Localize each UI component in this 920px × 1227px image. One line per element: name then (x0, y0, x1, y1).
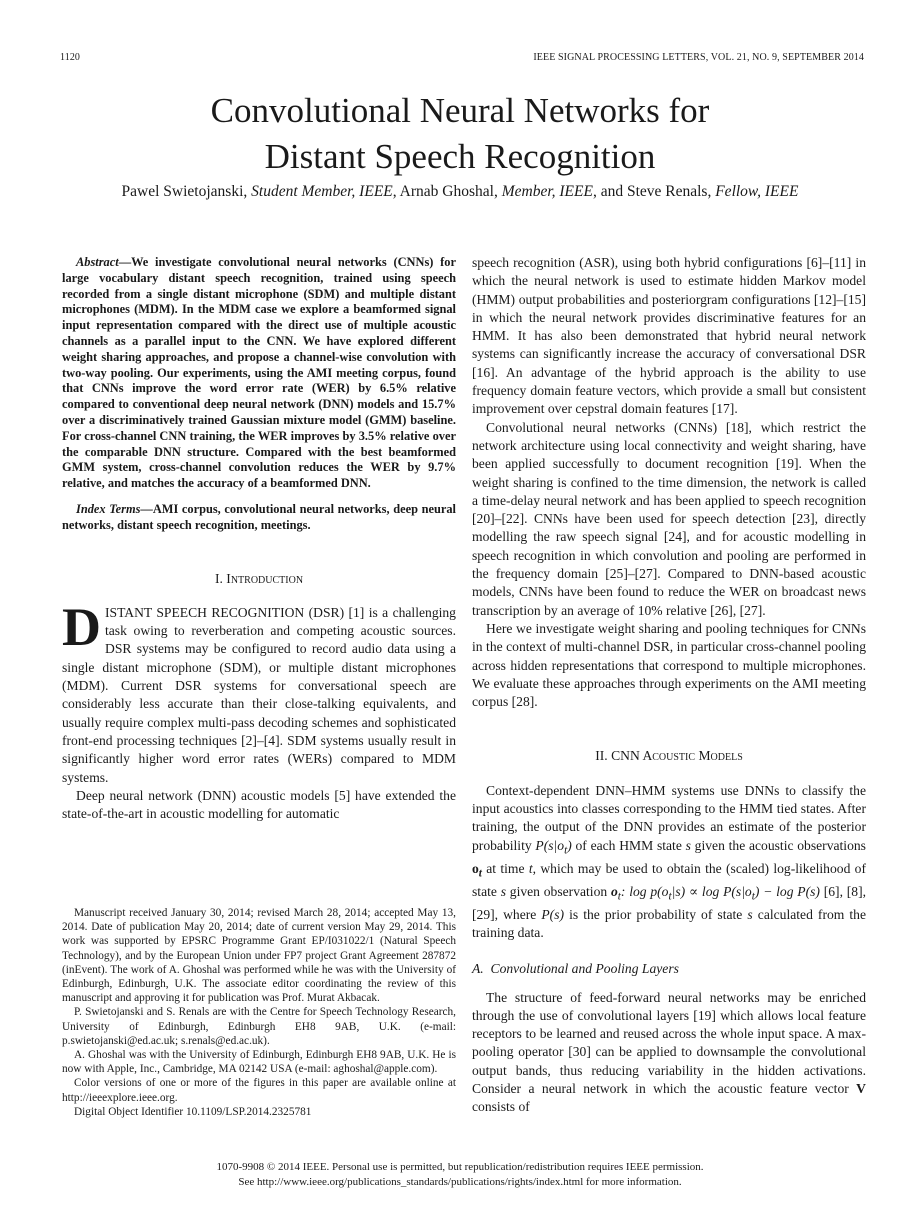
copyright-line-2: See http://www.ieee.org/publications_standards/publications/rights/index.html for more information. (238, 1176, 682, 1188)
right-paragraph-2: Convolutional neural networks (CNNs) [18], which restrict the network architecture using local connectivity and weight sharing, have been applied successfully to document recognition [19]. When the weight sharing is confined to the time dimension, the network is called a time-delay neural network and has been applied to speech recognition [20]–[22]. CNNs have been used for speech detection [23], directly modelling the raw speech signal [24], and for acoustic modelling in speech recognition in which convolution and pooling are performed in the frequency domain [25]–[27]. Compared to DNN-based acoustic models, CNNs have been found to reduce the WER on broadcast news transcription by an average of 10% relative [26], [27]. (472, 419, 866, 618)
math-span: ) (567, 837, 572, 853)
paper-title (0, 88, 920, 180)
text-span: [6], [8], [29], where (472, 883, 866, 922)
left-column (62, 255, 456, 823)
right-column (472, 254, 866, 1117)
index-terms-label: Index Terms (76, 501, 141, 516)
right-paragraph-3: Here we investigate weight sharing and pooling techniques for CNNs in the context of multi-channel DSR, in particular cross-channel pooling across hidden representations that correspond to multiple microphones. We evaluate these approaches through experiments on the AMI meeting corpus [28]. (472, 620, 866, 710)
text-span: at time (486, 860, 525, 876)
footnote-affil-2: A. Ghoshal was with the University of Edinburgh, Edinburgh EH8 9AB, U.K. He is now with Apple, Inc., Cambridge, MA 02142 USA (e-mail: aghoshal@apple.com). (62, 1049, 456, 1076)
section-2-number: II. (595, 748, 608, 764)
author-1-name: Pawel Swietojanski (121, 183, 244, 200)
author-and: and (600, 183, 624, 200)
footnotes (62, 906, 456, 1119)
text-span: is the prior probability of state (569, 906, 743, 922)
math-span: : log p(o (620, 883, 669, 899)
author-3-name: Steve Renals (626, 183, 708, 200)
section-2-title: CNN Acoustic Models (611, 748, 743, 764)
math-posterior (535, 837, 572, 857)
footnote-color: Color versions of one or more of the figures in this paper are available online at http://ieeexplore.ieee.org. (62, 1077, 456, 1104)
intro-paragraph-1 (62, 596, 456, 787)
section-1-title: Introduction (226, 570, 304, 586)
title-line-2: Distant Speech Recognition (264, 137, 656, 176)
intro-caps: ISTANT SPEECH RECOGNITION (DSR) [1] (105, 604, 365, 620)
subsection-a-heading (472, 960, 866, 978)
page-number: 1120 (60, 52, 81, 63)
subsection-a-title: Convolutional and Pooling Layers (490, 961, 679, 977)
drop-cap: D (62, 596, 101, 657)
math-equation: $o_t$: $\log p(o_t|s) \propto \log P(s|o_t) - \log P(s)$ (610, 883, 820, 903)
author-1-role: Student Member, IEEE (251, 183, 393, 200)
author-3-role: Fellow, IEEE (715, 183, 799, 200)
text-span: The structure of feed-forward neural networks may be enriched through the use of convolutional layers [19] which allows local feature receptors to be learned and reused across the whole input space. A max-pooling operator [30] can be applied to downsample the convolutional output bands, thus reducing variability in the hidden activations. Consider a neural network in which the acoustic feature vector (472, 989, 866, 1097)
section-2-heading (472, 747, 866, 765)
abstract: Abstract—We investigate convolutional neural networks (CNNs) for large vocabulary distant speech recognition, trained using speech recorded from a single distant microphone (SDM) and multiple distant microphones (MDM). In the MDM case we explore a beamformed signal input representation compared with the direct use of multiple acoustic channels as a parallel input to the CNN. We have explored different weight sharing approaches, and propose a channel-wise convolution with two-way pooling. Our experiments, using the AMI meeting corpus, found that CNNs improve the word error rate (WER) by 6.5% relative compared to conventional deep neural network (DNN) models and 15.7% over a discriminatively trained Gaussian mixture model (GMM) baseline. For cross-channel CNN training, the WER improves by 3.5% relative over the comparable DNN structure. Compared with the best beamformed GMM system, cross-channel convolution reduces the WER by 9.7% relative, and matches the accuracy of a beamformed DNN. (62, 255, 456, 491)
index-terms: Index Terms—AMI corpus, convolutional neural networks, deep neural networks, distant speech recognition, meetings. (62, 501, 456, 532)
math-state: s (747, 906, 753, 922)
text-span: Context-dependent DNN–HMM systems use DNNs to classify the input acoustics into classes corresponding to the HMM tied states. After training, the output of the DNN provides an estimate of the posterior probability (472, 782, 866, 853)
author-2-role: Member, IEEE (501, 183, 593, 200)
footnote-doi: Digital Object Identifier 10.1109/LSP.2014.2325781 (74, 1105, 312, 1118)
author-2-name: Arnab Ghoshal (399, 183, 494, 200)
footnote-manuscript: Manuscript received January 30, 2014; revised March 28, 2014; accepted May 13, 2014. Date of publication May 20, 2014; date of current version May 29, 2014. This work was supported by EPSRC Programme Grant EP/I031022/1 (Natural Speech Technology), and by the European Union under FP7 project Grant Agreement 287872 (inEvent). The work of A. Ghoshal was performed while he was with the University of Edinburgh, Edinburgh, U.K. The associate editor coordinating the review of this manuscript and approving it for publication was Prof. Murat Akbacak. (62, 907, 456, 1005)
text-span: , which may be used to obtain the (scaled) log-likelihood of state (472, 860, 866, 899)
section-2-paragraph-1 (472, 782, 866, 943)
journal-header: IEEE SIGNAL PROCESSING LETTERS, VOL. 21, NO. 9, SEPTEMBER 2014 (533, 52, 864, 63)
copyright-notice (0, 1160, 920, 1190)
math-state: s (685, 837, 691, 853)
author-line: Pawel Swietojanski, Student Member, IEEE, Arnab Ghoshal, Member, IEEE, and Steve Renals, Fellow, IEEE (121, 183, 799, 200)
text-span: of each HMM state (575, 837, 682, 853)
right-paragraph-1: speech recognition (ASR), using both hybrid configurations [6]–[11] in which the neural network is used to estimate hidden Markov model (HMM) output probabilities and posteriorgram configurations [12]–[15] in which the neural network provides discriminative features for an HMM. It has also been demonstrated that hybrid neural network systems can significantly increase the accuracy of conversational DSR [16]. An advantage of the hybrid approach is the ability to use frequency domain feature vectors, which provide a small but consistent improvement over cepstral domain features [17]. (472, 255, 866, 417)
math-span: o (472, 860, 479, 876)
math-time: t (528, 860, 533, 876)
title-line-1: Convolutional Neural Networks for (210, 91, 710, 130)
math-span: o (610, 883, 618, 899)
abstract-label: Abstract (76, 255, 119, 269)
text-span: given the acoustic observations (694, 837, 866, 853)
subsection-a-number: A. (472, 961, 484, 977)
math-state: s (500, 883, 506, 899)
math-sub: t (564, 844, 568, 857)
math-span: |s) ∝ log P(s|o (671, 883, 752, 899)
subsection-a-paragraph (472, 989, 866, 1117)
text-span: calculated from the training data. (472, 906, 867, 940)
section-1-heading (62, 570, 456, 588)
copyright-line-1: 1070-9908 © 2014 IEEE. Personal use is permitted, but republication/redistribution requires IEEE permission. (216, 1161, 704, 1173)
footnote-affil-1: P. Swietojanski and S. Renals are with the Centre for Speech Technology Research, University of Edinburgh, Edinburgh EH8 9AB, U.K. (e-mail: p.swietojanski@ed.ac.uk; s.renals@ed.ac.uk). (62, 1006, 456, 1047)
intro-text: is a challenging task owing to reverberation and competing acoustic sources. DSR systems may be configured to record audio data using a single distant microphone (SDM), or multiple distant microphones (MDM). Current DSR systems for conversational speech are considerably less accurate than their close-talking equivalents, and usually require complex multi-pass decoding schemes and sophisticated front-end processing techniques [2]–[4]. SDM systems usually result in significantly higher word error rates (WERs) compared to MDM systems. (62, 604, 456, 785)
math-observation (472, 860, 482, 880)
math-sub: t (478, 867, 482, 880)
math-prior: P(s) (541, 906, 565, 922)
text-span: consists of (472, 1099, 530, 1115)
intro-paragraph-2: Deep neural network (DNN) acoustic models [5] have extended the state-of-the-art in acoustic modelling for automatic (62, 787, 456, 822)
abstract-text: We investigate convolutional neural networks (CNNs) for large vocabulary distant speech recognition, trained using speech recorded from a single distant microphone (SDM) and multiple distant microphones (MDM). In the MDM case we explore a beamformed signal input representation compared with the direct use of multiple acoustic channels as a parallel input to the CNN. We have explored different weight sharing approaches, and propose a channel-wise convolution with two-way pooling. Our experiments, using the AMI meeting corpus, found that CNNs improve the word error rate (WER) by 6.5% relative compared to conventional deep neural network (DNN) models and 15.7% over a discriminatively trained Gaussian mixture model (GMM) baseline. For cross-channel CNN training, the WER improves by 3.5% relative over the comparable DNN structure. Compared with the best beamformed GMM system, cross-channel convolution reduces the WER by 9.7% relative, and matches the accuracy of a beamformed DNN. (62, 255, 456, 491)
math-span: P(s|o (535, 837, 565, 853)
text-span: given observation (509, 883, 608, 899)
section-1-number: I. (214, 570, 223, 586)
math-span: ) − log P(s) (754, 883, 820, 899)
index-terms-text: AMI corpus, convolutional neural networks, deep neural networks, distant speech recognition, meetings. (62, 501, 456, 532)
math-vector: V (856, 1081, 866, 1097)
